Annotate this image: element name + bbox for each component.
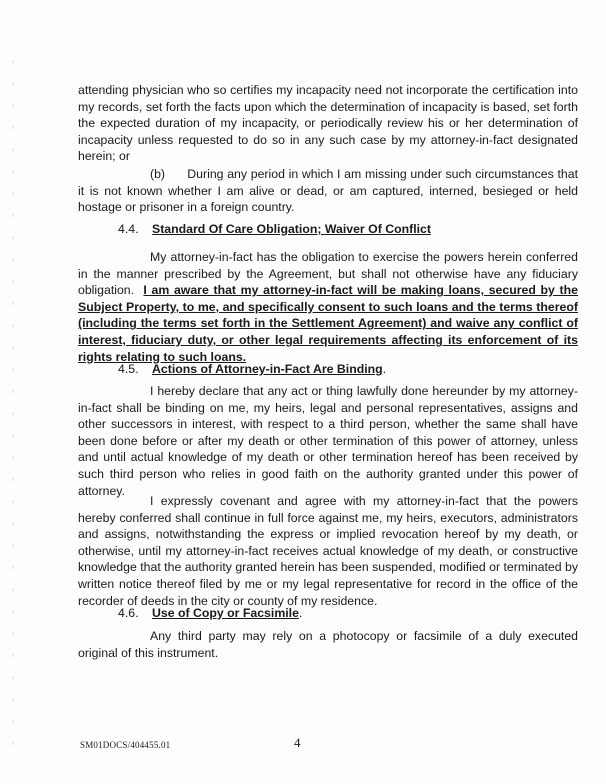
clause-b-text: During any period in which I am missing under such circumstances that it is not known whether I am alive or dead, or am captured, interned, besieged or held hostage or prisoner in a foreign country. [78, 167, 579, 215]
document-id: SM01DOCS/404455.01 [80, 740, 171, 750]
page-number: 4 [294, 735, 301, 750]
section-4-6-heading: 4.6. Use of Copy or Facsimile. [118, 606, 303, 620]
scan-edge-marks [12, 60, 14, 750]
section-4-5-title: Actions of Attorney-in-Fact Are Binding [152, 362, 383, 376]
clause-b-paragraph [78, 166, 578, 216]
section-4-4-title: Standard Of Care Obligation; Waiver Of Conflict [152, 222, 431, 236]
section-4-5-number: 4.5. [118, 362, 139, 376]
section-4-4-text: My attorney-in-fact has the obligation to exercise the powers herein conferred in the manner prescribed by the Agreement, but shall not otherwise have any fiduciary obligation. [78, 250, 578, 298]
section-4-6-title: Use of Copy or Facsimile [152, 606, 299, 620]
section-4-4-number: 4.4. [118, 222, 139, 236]
section-4-4-heading [118, 221, 431, 237]
section-4-5-paragraph-2: I expressly covenant and agree with my attorney-in-fact that the powers hereby conferred shall continue in full force against me, my heirs, executors, administrators and assigns, notwithstanding the express or implied revocation hereof by my death, or otherwise, until my attorney-in-fact receives actual knowledge of my death, or constructive knowledge that the authority granted herein has been suspended, modified or terminated by written notice thereof filed by me or my legal representative for record in the office of the recorder of deeds in the city or county of my residence. [78, 494, 578, 608]
section-4-5-heading: 4.5. Actions of Attorney-in-Fact Are Binding. [118, 362, 387, 376]
section-4-4-paragraph [78, 249, 578, 365]
section-4-6-number: 4.6. [118, 606, 139, 620]
clause-b-marker: (b) [150, 167, 166, 181]
section-4-6-paragraph: Any third party may rely on a photocopy or facsimile of a duly executed original of this instrument. [78, 629, 578, 660]
continuation-paragraph: attending physician who so certifies my incapacity need not incorporate the certification into my records, set forth the facts upon which the determination of incapacity is based, set forth the expected duration of my incapacity, or periodically review his or her determination of incapacity unless requested to do so in any such case by my attorney-in-fact designated herein; or [78, 83, 578, 164]
section-4-4-emphasis: I am aware that my attorney-in-fact will be making loans, secured by the Subject Property, to me, and specifically consent to such loans and the terms thereof (including the terms set forth in the Settlement Agreement) and waive any conflict of interest, fiduciary duty, or other legal requirements affecting its enforcement of its rights relating to such loans. [78, 283, 578, 364]
section-4-5-paragraph-1: I hereby declare that any act or thing lawfully done hereunder by my attorney-in-fact shall be binding on me, my heirs, legal and personal representatives, assigns and other successors in interest, with respect to a third person, whether the same shall have been done before or after my death or other termination of this power of attorney, unless and until actual knowledge of my death or other termination hereof has been received by such third person who relies in good faith on the authority granted under this power of attorney. [78, 384, 578, 498]
